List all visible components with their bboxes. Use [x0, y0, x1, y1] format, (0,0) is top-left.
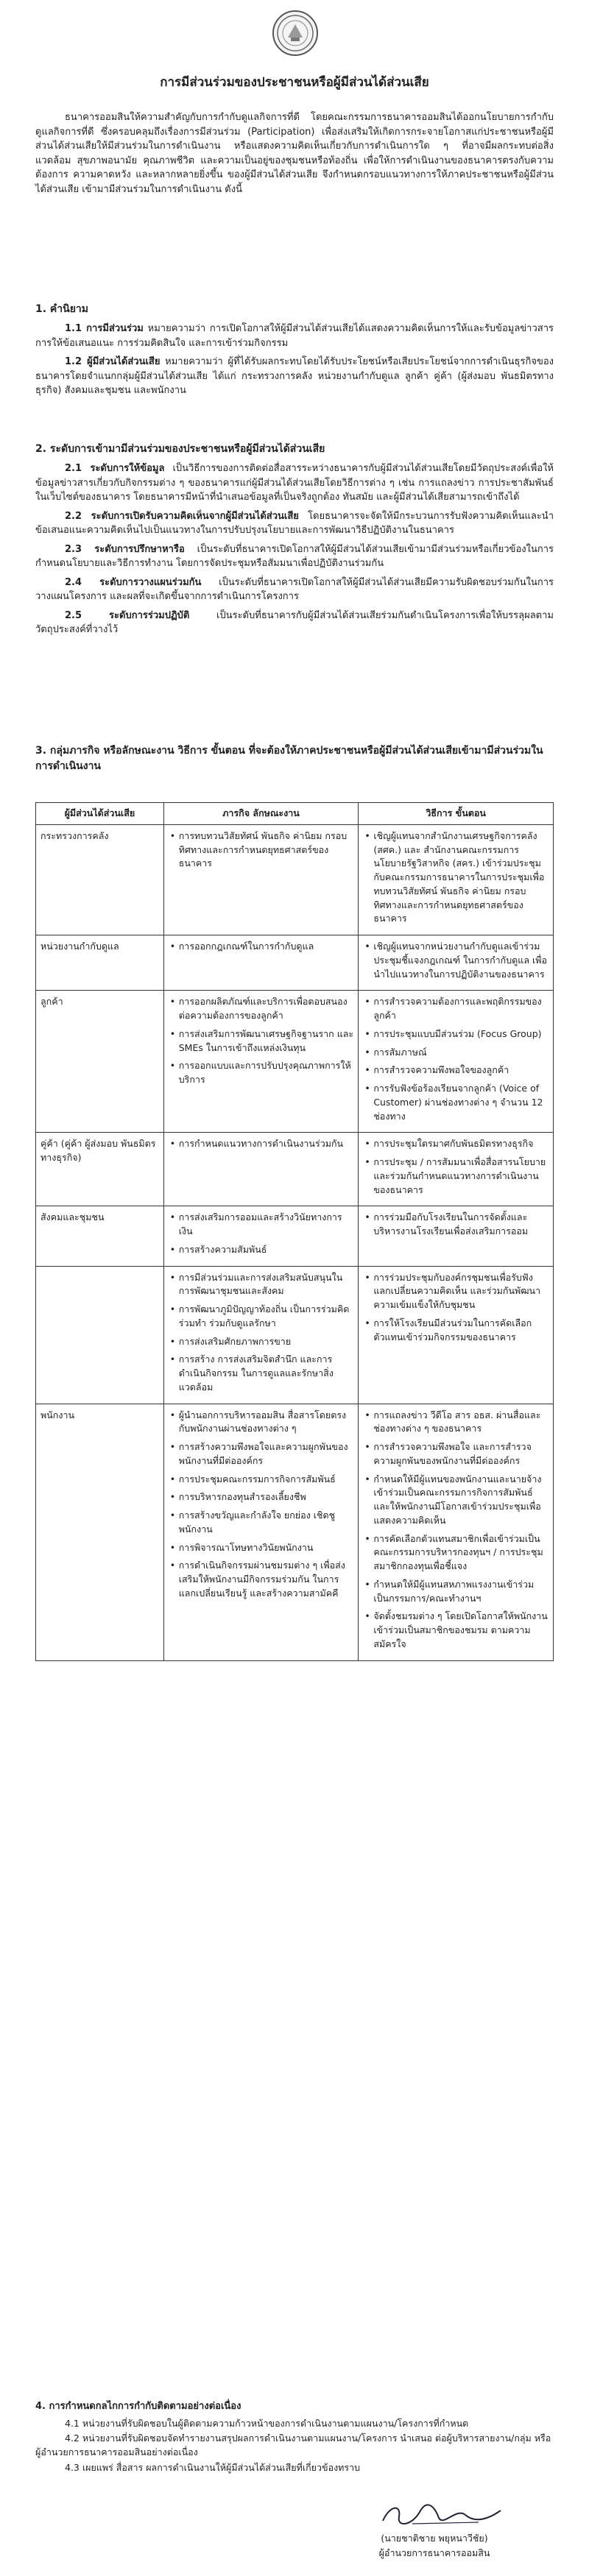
method-item: • จัดตั้งชมรมต่าง ๆ โดยเปิดโอกาสให้พนักงานเข้าร่วมเป็นสมาชิกของชมรม ตามความสมัครใจ	[363, 1610, 549, 1651]
mission-cell	[163, 1133, 359, 1206]
stakeholder-cell: คู่ค้า (คู่ค้า ผู้ส่งมอบ พันธมิตรทางธุรกิจ)	[36, 1133, 164, 1206]
mission-item: • การสร้างขวัญและกำลังใจ ยกย่อง เชิดชูพนักงาน	[169, 1509, 354, 1537]
definition-item: 1.2 ผู้มีส่วนได้ส่วนเสีย หมายความว่า ผู้ที่ได้รับผลกระทบโดยได้รับประโยชน์หรือเสียประโยชน์จากการดำเนินธุรกิจของธนาคารโดยจำแนกกลุ่มผู้มีส่วนได้ส่วนเสีย ได้แก่ กระทรวงการคลัง หน่วยงานกำกับดูแล ลูกค้า คู่ค้า (ผู้ส่งมอบ พันธมิตรทางธุรกิจ) สังคมและชุมชน และพนักงาน	[35, 356, 554, 396]
signer-name: (นายชาติชาย พยุหนาวีชัย)	[381, 2533, 488, 2544]
section-heading: 2. ระดับการเข้ามามีส่วนร่วมของประชาชนหรือผู้มีส่วนได้ส่วนเสีย	[35, 443, 325, 455]
mission-item: • การส่งเสริมศักยภาพการขาย	[169, 1335, 354, 1349]
table-row	[36, 1133, 554, 1206]
stakeholder-cell: หน่วยงานกำกับดูแล	[36, 935, 164, 991]
stakeholder-cell: สังคมและชุมชน	[36, 1206, 164, 1266]
method-item: • การรับฟังข้อร้องเรียนจากลูกค้า (Voice of Customer) ผ่านช่องทางต่าง ๆ จำนวน 12 ช่องทาง	[363, 1082, 549, 1123]
table-row	[36, 991, 554, 1133]
table-header-row	[36, 803, 554, 825]
section-definitions	[35, 302, 554, 403]
table-row	[36, 824, 554, 935]
method-item: • การสำรวจความพึงพอใจ และการสำรวจความผูกพันของพนักงานที่มีต่อองค์กร	[363, 1440, 549, 1468]
stakeholder-cell: พนักงาน	[36, 1404, 164, 1660]
mission-cell	[163, 1206, 359, 1266]
mission-cell	[163, 991, 359, 1133]
method-item: • การประชุมแบบมีส่วนร่วม (Focus Group)	[363, 1027, 549, 1041]
method-item: • เชิญผู้แทนจากหน่วยงานกำกับดูแลเข้าร่วมประชุมชี้แจงกฎเกณฑ์ ในการกำกับดูแล เพื่อนำไปแนวทางในการปฏิบัติงานของธนาคาร	[363, 940, 549, 981]
stakeholder-cell: ลูกค้า	[36, 991, 164, 1133]
section-heading: 3. กลุ่มภารกิจ หรือลักษณะงาน วิธีการ ขั้นตอน ที่จะต้องให้ภาคประชาชนหรือผู้มีส่วนได้ส่วนเสียเข้ามามีส่วนร่วมในการดำเนินงาน	[35, 745, 543, 772]
level-item: 2.4 ระดับการวางแผนร่วมกัน เป็นระดับที่ธนาคารเปิดโอกาสให้ผู้มีส่วนได้ส่วนเสียมีความรับผิดชอบร่วมกันในการวางแผนโครงการ และผลที่จะเกิดขึ้นจากการดำเนินการโครงการ	[35, 576, 554, 602]
bank-seal-icon	[272, 10, 318, 56]
mission-item: • การสร้างความพึงพอใจและความผูกพันของพนักงานที่มีต่อองค์กร	[169, 1440, 354, 1468]
section-participation-levels	[35, 442, 554, 642]
method-item: • การสำรวจความพึงพอใจของลูกค้า	[363, 1064, 549, 1078]
mission-item: • การประชุมคณะกรรมการกิจการสัมพันธ์	[169, 1473, 354, 1487]
table-row	[36, 935, 554, 991]
section-heading: 1. คำนิยาม	[35, 303, 89, 315]
mission-item: • การส่งเสริมการออมและสร้างวินัยทางการเงิน	[169, 1211, 354, 1239]
method-item: • การให้โรงเรียนมีส่วนร่วมในการคัดเลือกตัวแทนเข้าร่วมกิจกรรมของธนาคาร	[363, 1317, 549, 1345]
method-item: • กำหนดให้มีผู้แทนของพนักงานและนายจ้างเข้าร่วมเป็นคณะกรรมการกิจการสัมพันธ์ และให้พนักงานมีโอกาสเข้าร่วมประชุมเพื่อแสดงความคิดเห็น	[363, 1473, 549, 1528]
signer-position: ผู้อำนวยการธนาคารออมสิน	[378, 2547, 490, 2558]
level-item: 2.2 ระดับการเปิดรับความคิดเห็นจากผู้มีส่วนได้ส่วนเสีย โดยธนาคารจะจัดให้มีกระบวนการรับฟังความคิดเห็นและนำข้อเสนอแนะความคิดเห็นไปเป็นแนวทางในการปรับปรุงนโยบายและการพัฒนาวิธีปฏิบัติงานในธนาคาร	[35, 510, 554, 536]
method-cell	[359, 824, 554, 935]
mission-item: • การส่งเสริมการพัฒนาเศรษฐกิจฐานราก และ SMEs ในการเข้าถึงแหล่งเงินทุน	[169, 1027, 354, 1055]
mission-cell	[163, 824, 359, 935]
method-cell	[359, 935, 554, 991]
monitoring-item: 4.3 เผยแพร่ สื่อสาร ผลการดำเนินงานให้ผู้มีส่วนได้ส่วนเสียที่เกี่ยวข้องทราบ	[65, 2461, 361, 2473]
column-header: วิธีการ ขั้นตอน	[359, 803, 554, 825]
stakeholder-table	[35, 802, 554, 1661]
column-header: ภารกิจ ลักษณะงาน	[163, 803, 359, 825]
mission-cell	[163, 935, 359, 991]
mission-item: • การออกแบบและการปรับปรุงคุณภาพการให้บริการ	[169, 1059, 354, 1087]
mission-item: • การสร้างความสัมพันธ์	[169, 1243, 354, 1257]
table-row	[36, 1404, 554, 1660]
logo	[272, 10, 318, 56]
level-item: 2.5 ระดับการร่วมปฏิบัติ เป็นระดับที่ธนาคารกับผู้มีส่วนได้ส่วนเสียร่วมกันดำเนินโครงการเพื่อให้บรรลุผลตามวัตถุประสงค์ที่วางไว้	[35, 609, 554, 635]
method-cell	[359, 1206, 554, 1266]
intro-paragraph: ธนาคารออมสินให้ความสำคัญกับการกำกับดูแลกิจการที่ดี โดยคณะกรรมการธนาคารออมสินได้ออกนโยบายการกำกับดูแลกิจการที่ดี ซึ่งครอบคลุมถึงเรื่องการมีส่วนร่วม (Participation) เพื่อส่งเสริมให้เกิดการกระจายโอกาสแก่ประชาชนหรือผู้มีส่วนได้ส่วนเสียให้มีส่วนร่วมในการดำเนินงาน หรือแสดงความคิดเห็นเกี่ยวกับการดำเนินการใด ๆ ที่อาจมีผลกระทบต่อสิ่งแวดล้อม สุขภาพอนามัย คุณภาพชีวิต และความเป็นอยู่ของชุมชนหรือท้องถิ่น เพื่อให้การดำเนินงานของธนาคารตรงกับความต้องการ ความคาดหวัง และหลากหลายยิ่งขึ้น ของผู้มีส่วนได้ส่วนเสีย จึงกำหนดกรอบแนวทางการให้ภาคประชาชนหรือผู้มีส่วนได้ส่วนเสีย เข้ามามีส่วนร่วมในการดำเนินงาน ดังนี้	[35, 112, 554, 195]
mission-item: • การออกกฎเกณฑ์ในการกำกับดูแล	[169, 940, 354, 954]
stakeholder-cell	[36, 1266, 164, 1404]
signature-image	[368, 2499, 515, 2531]
method-cell	[359, 1404, 554, 1660]
mission-item: • การดำเนินกิจกรรมผ่านชมรมต่าง ๆ เพื่อส่งเสริมให้พนักงานมีกิจกรรมร่วมกัน ในการแลกเปลี่ยนเรียนรู้ และสร้างความสามัคคี	[169, 1559, 354, 1600]
method-cell	[359, 1266, 554, 1404]
column-header: ผู้มีส่วนได้ส่วนเสีย	[36, 803, 164, 825]
method-cell	[359, 991, 554, 1133]
method-item: • การประชุม / การสัมมนาเพื่อสื่อสารนโยบายและร่วมกันกำหนดแนวทางการดำเนินงานของธนาคาร	[363, 1156, 549, 1197]
mission-item: • ผู้นำนอกการบริหารออมสิน สื่อสารโดยตรงกับพนักงานผ่านช่องทางต่าง ๆ	[169, 1409, 354, 1437]
level-item: 2.1 ระดับการให้ข้อมูล เป็นวิธีการของการติดต่อสื่อสารระหว่างธนาคารกับผู้มีส่วนได้ส่วนเสียโดยมีวัตถุประสงค์เพื่อให้ข้อมูลข่าวสารเกี่ยวกับกิจกรรมต่าง ๆ ของธนาคารแก่ผู้มีส่วนได้ส่วนเสียโดยวิธีการต่าง ๆ เช่น การแถลงข่าว การประชาสัมพันธ์ในเว็บไซต์ของธนาคาร โดยธนาคารมีหน้าที่นำเสนอข้อมูลที่เป็นจริงถูกต้อง ทันสมัย และผู้มีส่วนได้เสียสามารถเข้าถึงได้	[35, 463, 554, 503]
method-item: • การสัมภาษณ์	[363, 1046, 549, 1060]
section-monitoring	[35, 2399, 554, 2477]
method-item: • การประชุมใตรมาศกับพันธมิตรทางธุรกิจ	[363, 1137, 549, 1151]
section-missions	[35, 743, 554, 779]
mission-item: • การมีส่วนร่วมและการส่งเสริมสนับสนุนในการพัฒนาชุมชนและสังคม	[169, 1271, 354, 1299]
page-title: การมีส่วนร่วมของประชาชนหรือผู้มีส่วนได้ส่วนเสีย	[160, 75, 429, 90]
mission-item: • การกำหนดแนวทางการดำเนินงานร่วมกัน	[169, 1137, 354, 1151]
mission-item: • การพัฒนาภูมิปัญญาท้องถิ่น เป็นการร่วมคิด ร่วมทำ ร่วมกับดูแลรักษา	[169, 1303, 354, 1331]
section-heading: 4. การกำหนดกลไกการกำกับติดตามอย่างต่อเนื่อง	[35, 2401, 241, 2412]
mission-item: • การออกผลิตภัณฑ์และบริการเพื่อตอบสนองต่อความต้องการของลูกค้า	[169, 995, 354, 1023]
method-item: • การสำรวจความต้องการและพฤติกรรมของลูกค้า	[363, 995, 549, 1023]
method-item: • การร่วมประชุมกับองค์กรชุมชนเพื่อรับฟัง แลกเปลี่ยนความคิดเห็น และร่วมกันพัฒนาความเข้มแข็งให้กับชุมชน	[363, 1271, 549, 1312]
table-row	[36, 1206, 554, 1266]
method-item: • กำหนดให้มีผู้แทนสหภาพแรงงานเข้าร่วมเป็นกรรมการ/คณะทำงานฯ	[363, 1578, 549, 1606]
method-item: • การคัดเลือกตัวแทนสมาชิกเพื่อเข้าร่วมเป็นคณะกรรมการบริหารกองทุนฯ / การประชุมสมาชิกกองทุนเพื่อชี้แจง	[363, 1532, 549, 1574]
method-item: • การร่วมมือกับโรงเรียนในการจัดตั้งและบริหารงานโรงเรียนเพื่อส่งเสริมการออม	[363, 1211, 549, 1239]
definition-item: 1.1 การมีส่วนร่วม หมายความว่า การเปิดโอกาสให้ผู้มีส่วนได้ส่วนเสียได้แสดงความคิดเห็นการให้และรับข้อมูลข่าวสาร การให้ข้อเสนอแนะ การร่วมคิดสินใจ และการเข้าร่วมกิจกรรม	[35, 323, 554, 349]
method-item: • เชิญผู้แทนจากสำนักงานเศรษฐกิจการคลัง (สศค.) และ สำนักงานคณะกรรมการนโยบายรัฐวิสาหกิจ (สคร.) เข้าร่วมประชุมกับคณะกรรมการธนาคารในการประชุมเพื่อทบทวนวิสัยทัศน์ พันธกิจ ค่านิยม กรอบทิศทางและการกำหนดยุทธศาสตร์ของธนาคาร	[363, 829, 549, 926]
table-row	[36, 1266, 554, 1404]
mission-item: • การทบทวนวิสัยทัศน์ พันธกิจ ค่านิยม กรอบทิศทางและการกำหนดยุทธศาสตร์ของธนาคาร	[169, 829, 354, 871]
method-item: • การแถลงข่าว วีดีโอ สาร อธส. ผ่านสื่อและช่องทางต่าง ๆ ของธนาคาร	[363, 1409, 549, 1437]
stakeholder-cell: กระทรวงการคลัง	[36, 824, 164, 935]
monitoring-item: 4.2 หน่วยงานที่รับผิดชอบจัดทำรายงานสรุปผลการดำเนินงานตามแผนงาน/โครงการ นำเสนอ ต่อผู้บริหารสายงาน/กลุ่ม หรือผู้อำนวยการธนาคารออมสินอย่างต่อเนื่อง	[35, 2432, 551, 2458]
monitoring-item: 4.1 หน่วยงานที่รับผิดชอบในผู้ติดตามความก้าวหน้าของการดำเนินงานตามแผนงาน/โครงการที่กำหนด	[65, 2417, 469, 2429]
mission-item: • การพิจารณาโทษทางวินัยพนักงาน	[169, 1541, 354, 1555]
mission-cell	[163, 1404, 359, 1660]
mission-item: • การบริหารกองทุนสำรองเลี้ยงชีพ	[169, 1490, 354, 1504]
level-item: 2.3 ระดับการปรึกษาหารือ เป็นระดับที่ธนาคารเปิดโอกาสให้ผู้มีส่วนได้ส่วนเสียเข้ามามีส่วนร่วมหรือเกี่ยวข้องในการกำหนดนโยบายและวิธีการทำงาน โดยการจัดประชุมหรือสัมมนาเพื่อปฏิบัติงานร่วมกัน	[35, 543, 554, 569]
mission-item: • การสร้าง การส่งเสริมจิตสำนึก และการดำเนินกิจกรรม ในการดูแลและรักษาสิ่งแวดล้อม	[169, 1353, 354, 1394]
mission-cell	[163, 1266, 359, 1404]
method-cell	[359, 1133, 554, 1206]
